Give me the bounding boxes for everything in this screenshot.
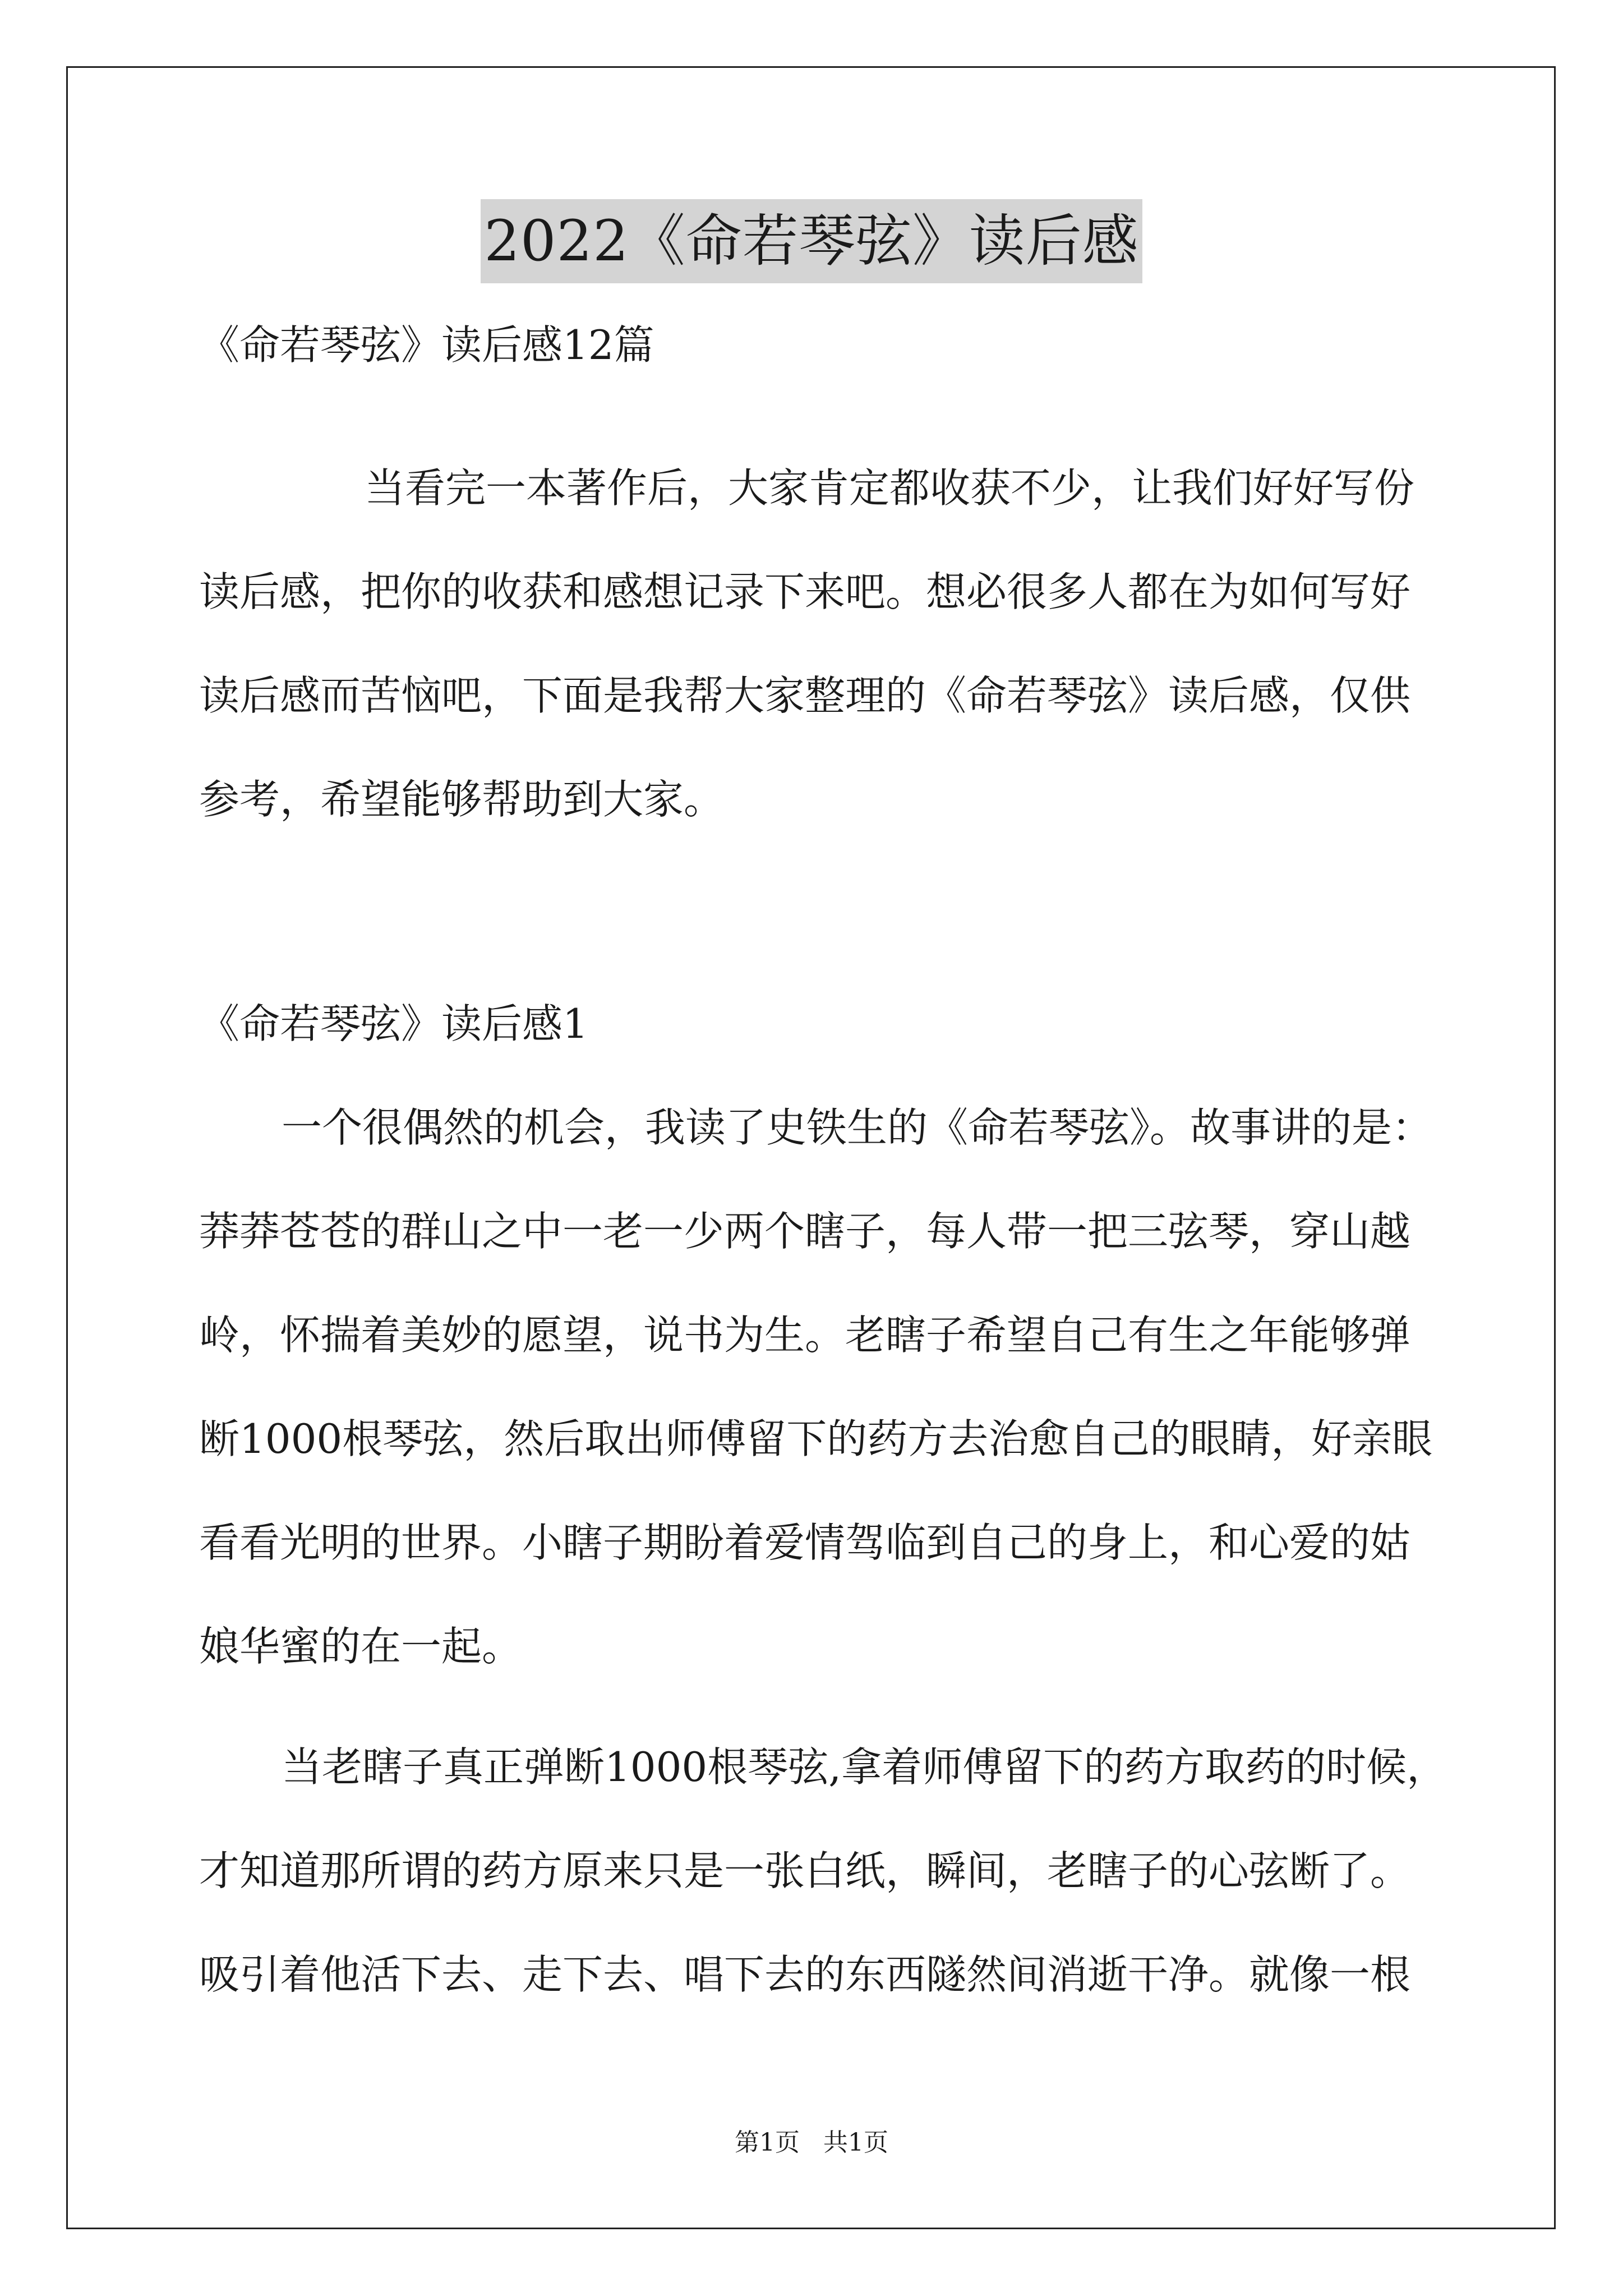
para1-line-1: 一个很偶然的机会，我读了史铁生的《命若琴弦》。故事讲的是：: [282, 1104, 1433, 1151]
para1-line-4: 断1000根琴弦，然后取出师傅留下的药方去治愈自己的眼睛，好亲眼: [199, 1415, 1433, 1462]
intro-line-3: 读后感而苦恼吧，下面是我帮大家整理的《命若琴弦》读后感，仅供: [199, 672, 1411, 719]
intro-line-1: 当看完一本著作后，大家肯定都收获不少，让我们好好写份: [365, 464, 1415, 512]
intro-line-2: 读后感，把你的收获和感想记录下来吧。想必很多人都在为如何写好: [199, 568, 1411, 615]
para1-line-6: 娘华蜜的在一起。: [199, 1623, 523, 1670]
page-footer: [0, 2126, 1623, 2160]
para1-line-5: 看看光明的世界。小瞎子期盼着爱情驾临到自己的身上，和心爱的姑: [199, 1519, 1411, 1566]
document-title: 2022《命若琴弦》读后感: [481, 199, 1142, 283]
para2-line-1: 当老瞎子真正弹断1000根琴弦,拿着师傅留下的药方取药的时候，: [282, 1743, 1447, 1791]
intro-line-4: 参考，希望能够帮助到大家。: [199, 776, 725, 823]
title-wrap: [0, 199, 1623, 283]
para2-line-2: 才知道那所谓的药方原来只是一张白纸，瞬间，老瞎子的心弦断了。: [199, 1847, 1411, 1894]
para1-line-3: 岭，怀揣着美妙的愿望，说书为生。老瞎子希望自己有生之年能够弹: [199, 1312, 1411, 1359]
subtitle: 《命若琴弦》读后感12篇: [199, 321, 654, 369]
section-heading: 《命若琴弦》读后感1: [199, 1000, 588, 1047]
page-number: 第1页: [735, 2128, 800, 2157]
para1-line-2: 莽莽苍苍的群山之中一老一少两个瞎子，每人带一把三弦琴，穿山越: [199, 1208, 1411, 1255]
page-total: 共1页: [823, 2128, 888, 2157]
para2-line-3: 吸引着他活下去、走下去、唱下去的东西隧然间消逝干净。就像一根: [199, 1951, 1411, 1998]
